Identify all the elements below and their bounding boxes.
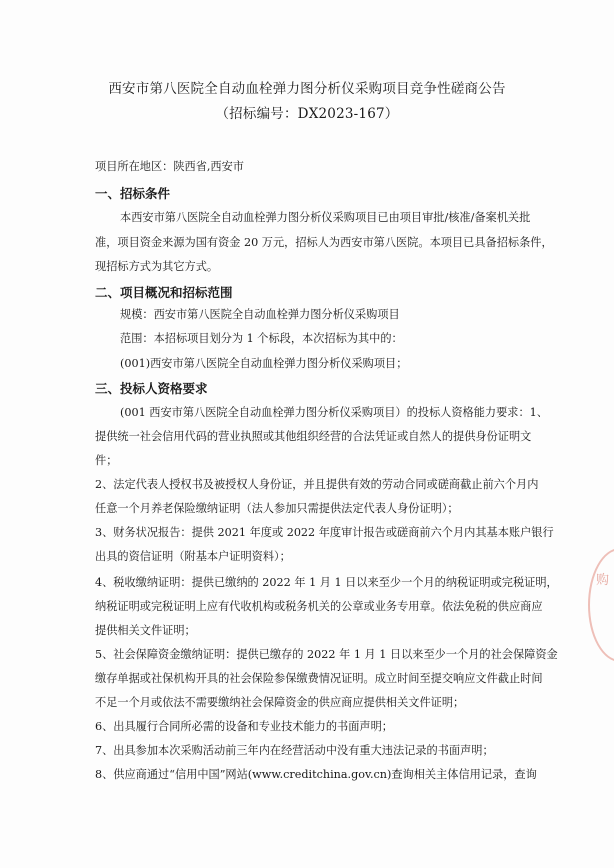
section-2-line-2: 范围：本招标项目划分为 1 个标段，本次招标为其中的： [120,332,403,345]
section-1-line-2: 准，项目资金来源为国有资金 20 万元，招标人为西安市第八医院。本项目已具备招标条件， [95,236,553,249]
section-2-line-3: (001)西安市第八医院全自动血栓弹力图分析仪采购项目； [120,357,408,370]
section-3-line-4: 2、法定代表人授权书及被授权人身份证，并且提供有效的劳动合同或磋商截止前六个月内 [95,478,539,491]
section-2-line-1: 规模：西安市第八医院全自动血栓弹力图分析仪采购项目 [120,308,400,321]
document-title: 西安市第八医院全自动血栓弹力图分析仪采购项目竞争性磋商公告 [108,81,506,97]
official-seal [588,548,614,662]
section-3-line-12: 缴存单据或社保机构开具的社会保险参保缴费情况证明。成立时间至提交响应文件截止时间 [95,672,543,685]
section-3-line-8: 4、税收缴纳证明：提供已缴纳的 2022 年 1 月 1 日以来至少一个月的纳税证明或完税证明， [95,576,558,589]
section-3-line-15: 7、出具参加本次采购活动前三年内在经营活动中没有重大违法记录的书面声明； [95,744,494,757]
section-3-line-2: 提供统一社会信用代码的营业执照或其他组织经营的合法凭证或自然人的提供身份证明文 [95,430,532,443]
section-3-line-13: 不足一个月或依法不需要缴纳社会保障资金的供应商应提供相关文件证明； [95,696,465,709]
section-heading-2: 二、项目概况和招标范围 [95,285,233,300]
section-heading-1: 一、招标条件 [95,186,171,201]
section-3-line-3: 件； [95,454,118,467]
section-1-line-1: 本西安市第八医院全自动血栓弹力图分析仪采购项目已由项目审批/核准/备案机关批 [120,211,531,224]
section-3-line-14: 6、出具履行合同所必需的设备和专业技术能力的书面声明； [95,720,393,733]
section-heading-3: 三、投标人资格要求 [95,381,208,396]
section-3-line-10: 提供相关文件证明； [95,624,196,637]
section-3-line-11: 5、社会保障资金缴纳证明：提供已缴存的 2022 年 1 月 1 日以来至少一个月的社会保障资金 [95,648,558,661]
section-3-line-6: 3、财务状况报告：提供 2021 年度或 2022 年度审计报告或磋商前六个月内其基本账户银行 [95,526,554,539]
section-3-line-16: 8、供应商通过“信用中国”网站(www.creditchina.gov.cn)查询相关主体信用记录，查询 [95,768,537,781]
section-3-line-9: 纳税证明或完税证明上应有代收机构或税务机关的公章或业务专用章。依法免税的供应商应 [95,600,543,613]
section-1-line-3: 现招标方式为其它方式。 [95,260,219,273]
tender-number: （招标编号：DX2023-167） [215,106,399,122]
section-3-line-1: (001 西安市第八医院全自动血栓弹力图分析仪采购项目）的投标人资格能力要求：1、 [120,406,548,419]
section-3-line-7: 出具的资信证明（附基本户证明资料）； [95,550,291,563]
seal-text: 购 [596,573,610,588]
section-3-line-5: 任意一个月养老保险缴纳证明（法人参加只需提供法定代表人身份证明）； [95,502,459,515]
project-location: 项目所在地区：陕西省,西安市 [95,160,244,173]
